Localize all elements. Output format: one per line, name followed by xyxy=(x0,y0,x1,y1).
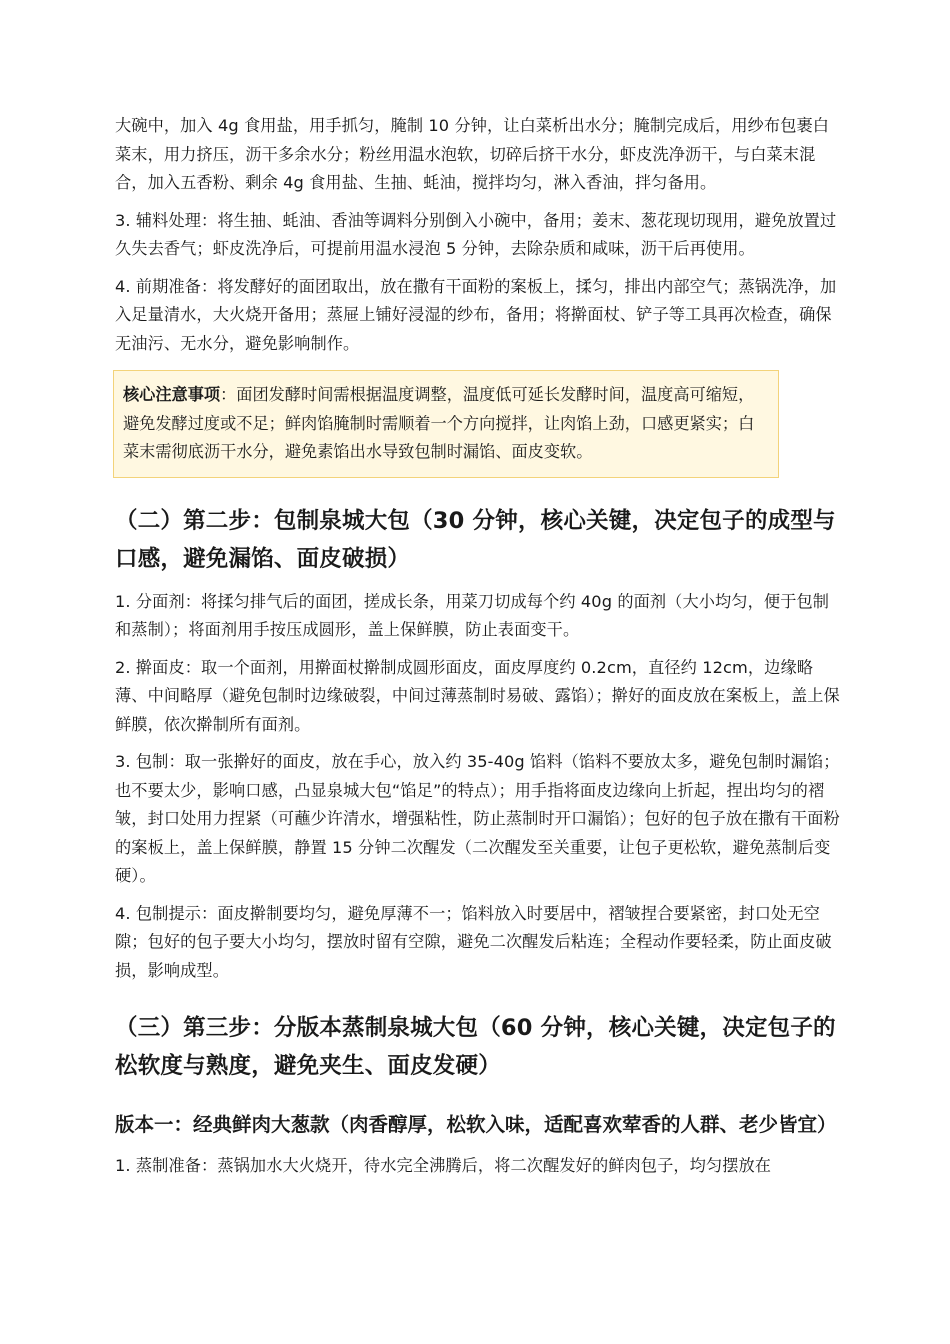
step2-item-2: 2. 擀面皮：取一个面剂，用擀面杖擀制成圆形面皮，面皮厚度约 0.2cm，直径约 12cm，边缘略薄、中间略厚（避免包制时边缘破裂，中间过薄蒸制时易破、露馅）；擀好的面皮放在案板上，盖上保鲜膜，依次擀制所有面剂。 xyxy=(115,657,840,734)
document-body xyxy=(115,112,845,1190)
paragraph-filling-prep: 大碗中，加入 4g 食用盐，用手抓匀，腌制 10 分钟，让白菜析出水分；腌制完成后，用纱布包裹白菜末，用力挤压，沥干多余水分；粉丝用温水泡软，切碎后挤干水分，虾皮洗净沥干，与白菜末混合，加入五香粉、剩余 4g 食用盐、生抽、蚝油，搅拌均匀，淋入香油，拌匀备用。 xyxy=(115,116,830,192)
section-heading-step-3: （三）第三步：分版本蒸制泉城大包（60 分钟，核心关键，决定包子的松软度与熟度，避免夹生、面皮发硬） xyxy=(115,1015,836,1079)
step2-item-4: 4. 包制提示：面皮擀制要均匀，避免厚薄不一；馅料放入时要居中，褶皱捏合要紧密，封口处无空隙；包好的包子要大小均匀，摆放时留有空隙，避免二次醒发后粘连；全程动作要轻柔，防止面皮破损，影响成型。 xyxy=(115,903,832,980)
key-notes-label: 核心注意事项 xyxy=(123,385,221,404)
section-heading-step-2: （二）第二步：包制泉城大包（30 分钟，核心关键，决定包子的成型与口感，避免漏馅、面皮破损） xyxy=(115,507,836,572)
key-notes-callout xyxy=(113,370,779,478)
version1-item-1: 1. 蒸制准备：蒸锅加水大火烧开，待水完全沸腾后，将二次醒发好的鲜肉包子，均匀摆放在 xyxy=(115,1156,772,1175)
paragraph-step-3-auxiliary: 3. 辅料处理：将生抽、蚝油、香油等调料分别倒入小碗中，备用；姜末、葱花现切现用，避免放置过久失去香气；虾皮洗净后，可提前用温水浸泡 5 分钟，去除杂质和咸味，沥干后再使用。 xyxy=(115,210,837,258)
paragraph-step-4-preparation: 4. 前期准备：将发酵好的面团取出，放在撒有干面粉的案板上，揉匀，排出内部空气；蒸锅洗净，加入足量清水，大火烧开备用；蒸屉上铺好浸湿的纱布，备用；将擀面杖、铲子等工具再次检查，确保无油污、无水分，避免影响制作。 xyxy=(115,276,837,353)
step2-item-3: 3. 包制：取一张擀好的面皮，放在手心，放入约 35-40g 馅料（馅料不要放太多，避免包制时漏馅；也不要太少，影响口感，凸显泉城大包“馅足”的特点）；用手指将面皮边缘向上折起，捏出均匀的褶皱，封口处用力捏紧（可蘸少许清水，增强粘性，防止蒸制时开口漏馅）；包好的包子放在撒有干面粉的案板上，盖上保鲜膜，静置 15 分钟二次醒发（二次醒发至关重要，让包子更松软，避免蒸制后变硬）。 xyxy=(115,752,840,885)
key-notes-text: ：面团发酵时间需根据温度调整，温度低可延长发酵时间，温度高可缩短，避免发酵过度或不足；鲜肉馅腌制时需顺着一个方向搅拌，让肉馅上劲，口感更紧实；白菜末需彻底沥干水分，避免素馅出水导致包制时漏馅、面皮变软。 xyxy=(123,385,755,461)
subsection-heading-version-1: 版本一：经典鲜肉大葱款（肉香醇厚，松软入味，适配喜欢荤香的人群、老少皆宜） xyxy=(115,1113,837,1136)
step2-item-1: 1. 分面剂：将揉匀排气后的面团，搓成长条，用菜刀切成每个约 40g 的面剂（大小均匀，便于包制和蒸制）；将面剂用手按压成圆形，盖上保鲜膜，防止表面变干。 xyxy=(115,591,830,639)
